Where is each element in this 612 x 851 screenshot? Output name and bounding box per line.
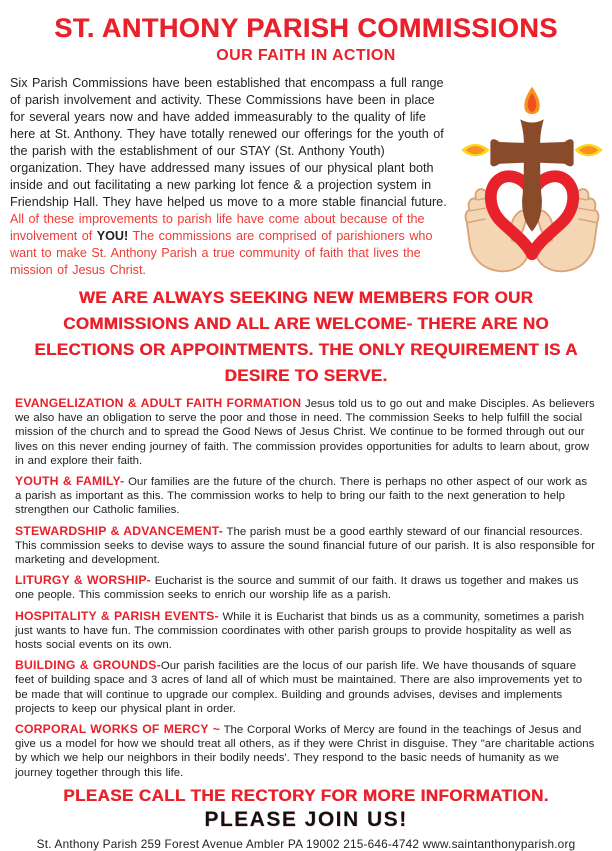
intro-text-red-2: The commissions are comprised of parishioners who want to make St. Anthony Parish a true community of faith that lives the mission of Jesus Christ. xyxy=(10,229,433,277)
section-body: The parish must be a good earthly steward of our financial resources. This commission seeks to devise ways to assure the sound financial future of our parish. It is also responsible for marketing and development. xyxy=(15,525,595,567)
section-liturgy-worship xyxy=(15,573,597,602)
section-heading: EVANGELIZATION & ADULT FAITH FORMATION xyxy=(15,396,302,410)
call-rectory-line: PLEASE CALL THE RECTORY FOR MORE INFORMATION. xyxy=(63,785,549,805)
section-hospitality xyxy=(15,609,597,653)
hands-heart-cross-icon xyxy=(457,85,607,275)
section-heading: CORPORAL WORKS OF MERCY ~ xyxy=(15,722,221,737)
section-heading: LITURGY & WORSHIP- xyxy=(15,573,151,588)
section-body: Our parish facilities are the locus of our parish life. We have thousands of square feet of building space and 3 acres of land all of which must be maintained. There are also improvements yet to be made that will continue to upgrade our complex. Building and grounds advises, devises and implements projects to keep our physical plant in order. xyxy=(15,660,583,715)
join-us-line: PLEASE JOIN US! xyxy=(204,807,408,831)
commission-sections xyxy=(15,396,597,780)
section-heading: YOUTH & FAMILY- xyxy=(15,474,125,489)
section-heading: STEWARDSHIP & ADVANCEMENT- xyxy=(15,523,223,538)
section-heading: BUILDING & GROUNDS- xyxy=(15,658,161,673)
section-heading: HOSPITALITY & PARISH EVENTS- xyxy=(15,608,219,623)
section-stewardship xyxy=(15,524,597,568)
section-body: While it is Eucharist that binds us as a community, sometimes a parish just wants to have fun. The commission coordinates with other parish groups to provide hospitality as well as hosts social events on its own. xyxy=(15,610,585,652)
section-body: The Corporal Works of Mercy are found in the teachings of Jesus and give us a model for how we should treat all others, as if they were Christ in disguise. They "are charitable actions by which we help our neighbors in their bodily needs'. They respond to the basic needs of humanity as we journey together through this life. xyxy=(15,724,595,779)
page-title: ST. ANTHONY PARISH COMMISSIONS xyxy=(54,13,558,43)
section-youth-family xyxy=(15,474,597,518)
page-subtitle: OUR FAITH IN ACTION xyxy=(216,47,396,64)
section-building-grounds xyxy=(15,658,597,716)
parish-address-line: St. Anthony Parish 259 Forest Avenue Ambler PA 19002 215-646-4742 www.saintanthonyparish.org xyxy=(36,836,576,851)
recruitment-banner: WE ARE ALWAYS SEEKING NEW MEMBERS FOR OUR COMMISSIONS AND ALL ARE WELCOME- THERE ARE NO ELECTIONS OR APPOINTMENTS. THE ONLY REQUIREMENT IS A DESIRE TO SERVE. xyxy=(34,288,578,385)
you-emphasis: YOU! xyxy=(96,229,129,243)
intro-text-black: Six Parish Commissions have been established that encompass a full range of parish involvement and activity. These Commissions have been in place for several years now and have added immeasurably to the quality of life here at St. Anthony. They have totally renewed our offerings for the youth of the parish with the establishment of our STAY (St. Anthony Youth) organization. They have addressed many issues of our physical plant both inside and out facilitating a new parking lot fence & a projection system in Friendship Hall. They have helped us move to a more stable financial future. xyxy=(10,76,447,209)
section-body: Jesus told us to go out and make Disciples. As believers we also have an obligation to serve the poor and those in need. The commission Seeks to help fulfill the social mission of the church and to spread the Good News of Jesus Christ. We continue to be formed through out our lives on this never ending journey of faith. The commission provides opportunities for adults to learn about, grow in and explore their faith. xyxy=(15,398,595,467)
section-evangelization xyxy=(15,396,597,468)
section-body: Our families are the future of the church. There is perhaps no other aspect of our work as a parish as important as this. The commission works to help to bring our faith to the next generation to help strengthen our Catholic families. xyxy=(15,476,588,517)
section-corporal-works xyxy=(15,722,597,780)
section-body: Eucharist is the source and summit of our faith. It draws us together and makes us one people. This commission seeks to enrich our worship life as a parish. xyxy=(15,575,579,602)
hands-heart-cross-logo xyxy=(457,85,607,275)
intro-text-red-1: All of these improvements to parish life have come about because of the involvement of xyxy=(10,212,425,243)
flyer-page xyxy=(0,13,612,851)
intro-paragraph xyxy=(10,75,452,279)
